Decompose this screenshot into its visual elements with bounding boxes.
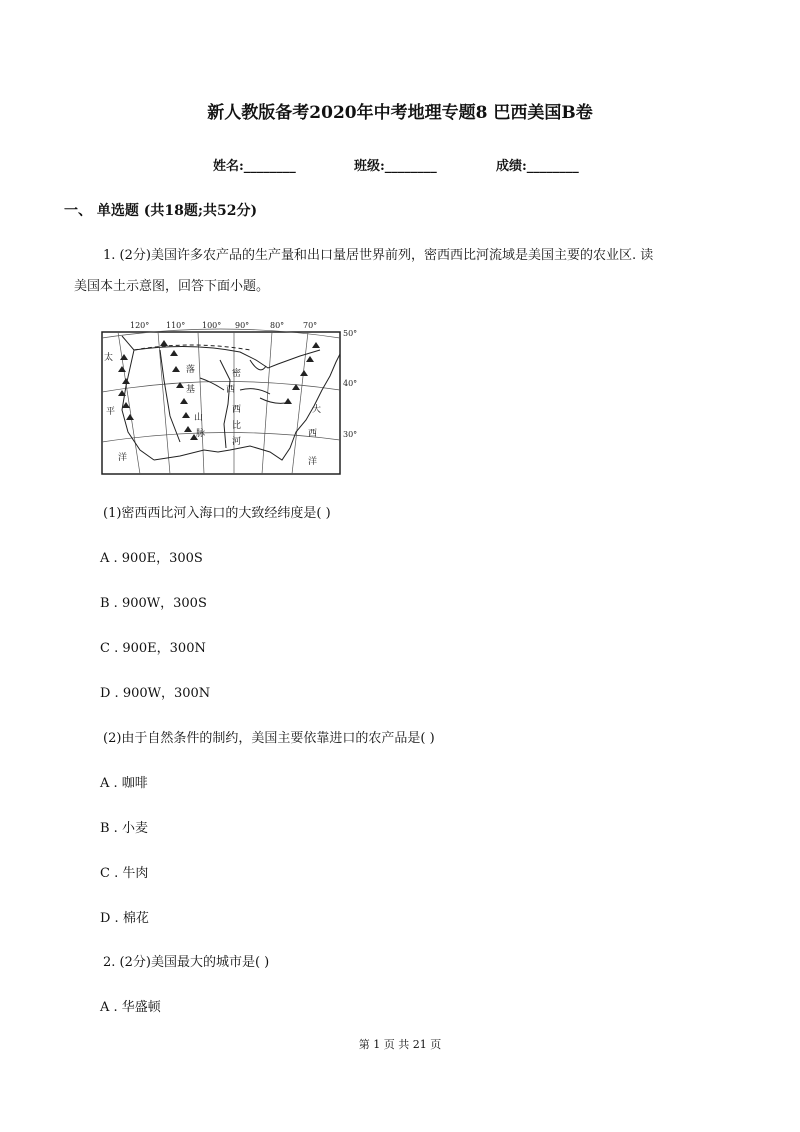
question-1-line-2: 美国本土示意图，回答下面小题。 xyxy=(74,279,270,294)
lat-label: 40° xyxy=(343,379,358,388)
option: B . 小麦 xyxy=(100,821,148,836)
option: A . 咖啡 xyxy=(100,776,148,791)
page-title: 新人教版备考2020年中考地理专题8 巴西美国B卷 xyxy=(207,103,593,123)
map-label-rockies: 基 xyxy=(186,385,196,395)
lon-label: 90° xyxy=(235,321,250,330)
map-label-atlantic: 大 xyxy=(312,405,322,415)
map-label-mississippi: 密 xyxy=(232,369,242,379)
question-1-line-1: 1. (2分)美国许多农产品的生产量和出口量居世界前列，密西西比河流域是美国主要的农业区. 读 xyxy=(103,248,654,263)
map-label-pacific: 洋 xyxy=(118,453,128,463)
lat-label: 50° xyxy=(343,329,358,338)
lon-label: 120° xyxy=(130,321,150,330)
map-label-atlantic: 西 xyxy=(308,429,318,439)
lon-label: 70° xyxy=(303,321,318,330)
usa-map-figure xyxy=(100,320,362,478)
option: A . 华盛顿 xyxy=(100,1000,161,1015)
map-label-pacific: 太 xyxy=(104,353,114,363)
sub-question-2: (2)由于自然条件的制约，美国主要依靠进口的农产品是( ) xyxy=(103,731,435,746)
score-field: 成绩:________ xyxy=(496,159,579,174)
map-label-pacific: 平 xyxy=(106,407,116,417)
option: A . 900E，300S xyxy=(100,551,203,566)
sub-question-1: (1)密西西比河入海口的大致经纬度是( ) xyxy=(103,506,331,521)
option: B . 900W，300S xyxy=(100,596,207,611)
page-footer: 第 1 页 共 21 页 xyxy=(358,1038,442,1051)
option: D . 棉花 xyxy=(100,911,149,926)
lon-label: 110° xyxy=(166,321,186,330)
option: D . 900W，300N xyxy=(100,686,211,701)
question-2: 2. (2分)美国最大的城市是( ) xyxy=(103,955,270,970)
lat-label: 30° xyxy=(343,430,358,439)
map-label-mississippi: 河 xyxy=(232,437,242,447)
section-heading: 一、 单选题 (共18题;共52分) xyxy=(64,203,258,219)
map-label-rockies: 脉 xyxy=(196,429,206,439)
name-field: 姓名:________ xyxy=(213,159,296,174)
map-label-mississippi: 比 xyxy=(232,421,242,431)
lon-label: 100° xyxy=(202,321,222,330)
map-label-rockies: 山 xyxy=(194,413,204,423)
map-label-mississippi: 西 xyxy=(232,405,242,415)
map-label-mississippi: 西 xyxy=(226,385,236,395)
map-label-atlantic: 洋 xyxy=(308,457,318,467)
option: C . 900E，300N xyxy=(100,641,206,656)
option: C . 牛肉 xyxy=(100,866,149,881)
lon-label: 80° xyxy=(270,321,285,330)
class-field: 班级:________ xyxy=(354,159,437,174)
map-label-rockies: 落 xyxy=(186,365,196,375)
